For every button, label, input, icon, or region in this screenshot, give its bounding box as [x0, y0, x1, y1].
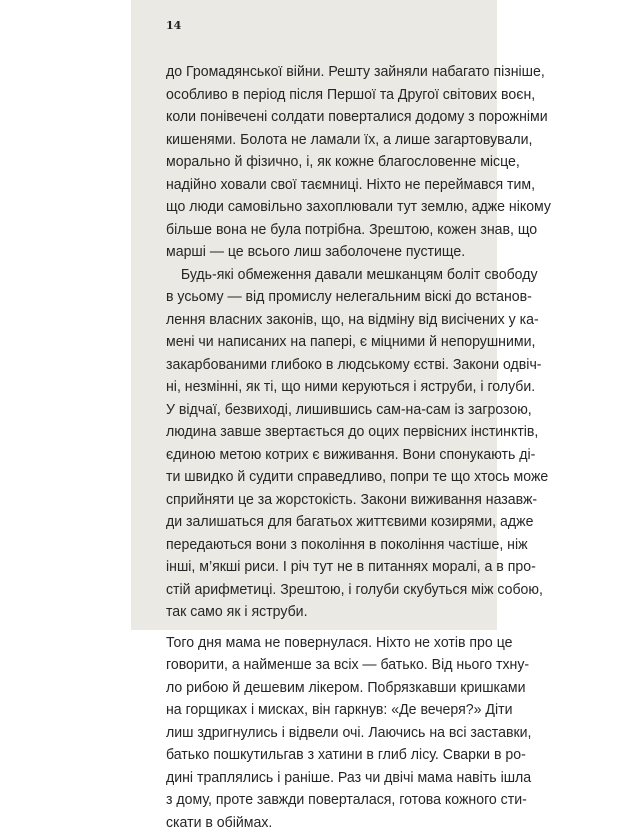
text-line: У відчаї, безвиході, лишившись сам-на-сам із загрозою,	[166, 399, 482, 422]
text-line: сприйняти це за жорстокість. Закони виживання назавж-	[166, 489, 482, 512]
text-line: стій арифметиці. Зрештою, і голуби скубуться між собою,	[166, 579, 482, 602]
text-line: так само як і яструби.	[166, 601, 482, 624]
paragraph	[166, 264, 482, 624]
paragraph	[166, 632, 482, 834]
text-line: особливо в період після Першої та Другої світових воєн,	[166, 84, 482, 107]
text-line: говорити, а найменше за всіх — батько. Від нього тхну-	[166, 654, 482, 677]
text-line: ди залишаться для багатьох життєвими козирями, адже	[166, 511, 482, 534]
text-line: людина завше звертається до оцих первісних інстинктів,	[166, 421, 482, 444]
text-line: мені чи написаних на папері, є міцними й непорушними,	[166, 331, 482, 354]
text-line: що люди самовільно захоплювали тут землю, адже нікому	[166, 196, 482, 219]
text-line: морально й фізично, і, як кожне благословенне місце,	[166, 151, 482, 174]
page-number: 14	[166, 19, 181, 32]
text-line: скати в обіймах.	[166, 812, 482, 834]
text-line: закарбованими глибоко в людському єстві. Закони одвіч-	[166, 354, 482, 377]
text-line: інші, м’якші риси. І річ тут не в питаннях моралі, а в про-	[166, 556, 482, 579]
text-line: ти швидко й судити справедливо, попри те що хтось може	[166, 466, 482, 489]
book-page	[131, 0, 497, 630]
text-line: батько пошкутильгав з хатини в глиб лісу. Сварки в ро-	[166, 744, 482, 767]
text-line: в усьому — від промислу нелегальним віскі до встанов-	[166, 286, 482, 309]
text-line: єдиною метою котрих є виживання. Вони спонукають ді-	[166, 444, 482, 467]
text-line: надійно ховали свої таємниці. Ніхто не переймався тим,	[166, 174, 482, 197]
text-line: передаються вони з покоління в покоління частіше, ніж	[166, 534, 482, 557]
text-line: на горщиках і мисках, він гаркнув: «Де вечеря?» Діти	[166, 699, 482, 722]
text-line: коли понівечені солдати поверталися додому з порожніми	[166, 106, 482, 129]
text-line: Будь-які обмеження давали мешканцям боліт свободу	[166, 264, 482, 287]
text-line: лення власних законів, що, на відміну від висічених у ка-	[166, 309, 482, 332]
text-line: з дому, проте завжди поверталася, готова кожного сти-	[166, 789, 482, 812]
text-line: лиш здригнулись і відвели очі. Лаючись на всі заставки,	[166, 722, 482, 745]
text-line: дині траплялись і раніше. Раз чи двічі мама навіть ішла	[166, 767, 482, 790]
text-line: ло рибою й дешевим лікером. Побрязкавши кришками	[166, 677, 482, 700]
page-body	[166, 61, 482, 834]
text-line: кишенями. Болота не ламали їх, а лише загартовували,	[166, 129, 482, 152]
text-line: Того дня мама не повернулася. Ніхто не хотів про це	[166, 632, 482, 655]
text-line: марші — це всього лиш заболочене пустище.	[166, 241, 482, 264]
text-line: до Громадянської війни. Решту зайняли набагато пізніше,	[166, 61, 482, 84]
paragraph	[166, 61, 482, 264]
text-line: ні, незмінні, як ті, що ними керуються і яструби, і голуби.	[166, 376, 482, 399]
text-line: більше вона не була потрібна. Зрештою, кожен знав, що	[166, 219, 482, 242]
